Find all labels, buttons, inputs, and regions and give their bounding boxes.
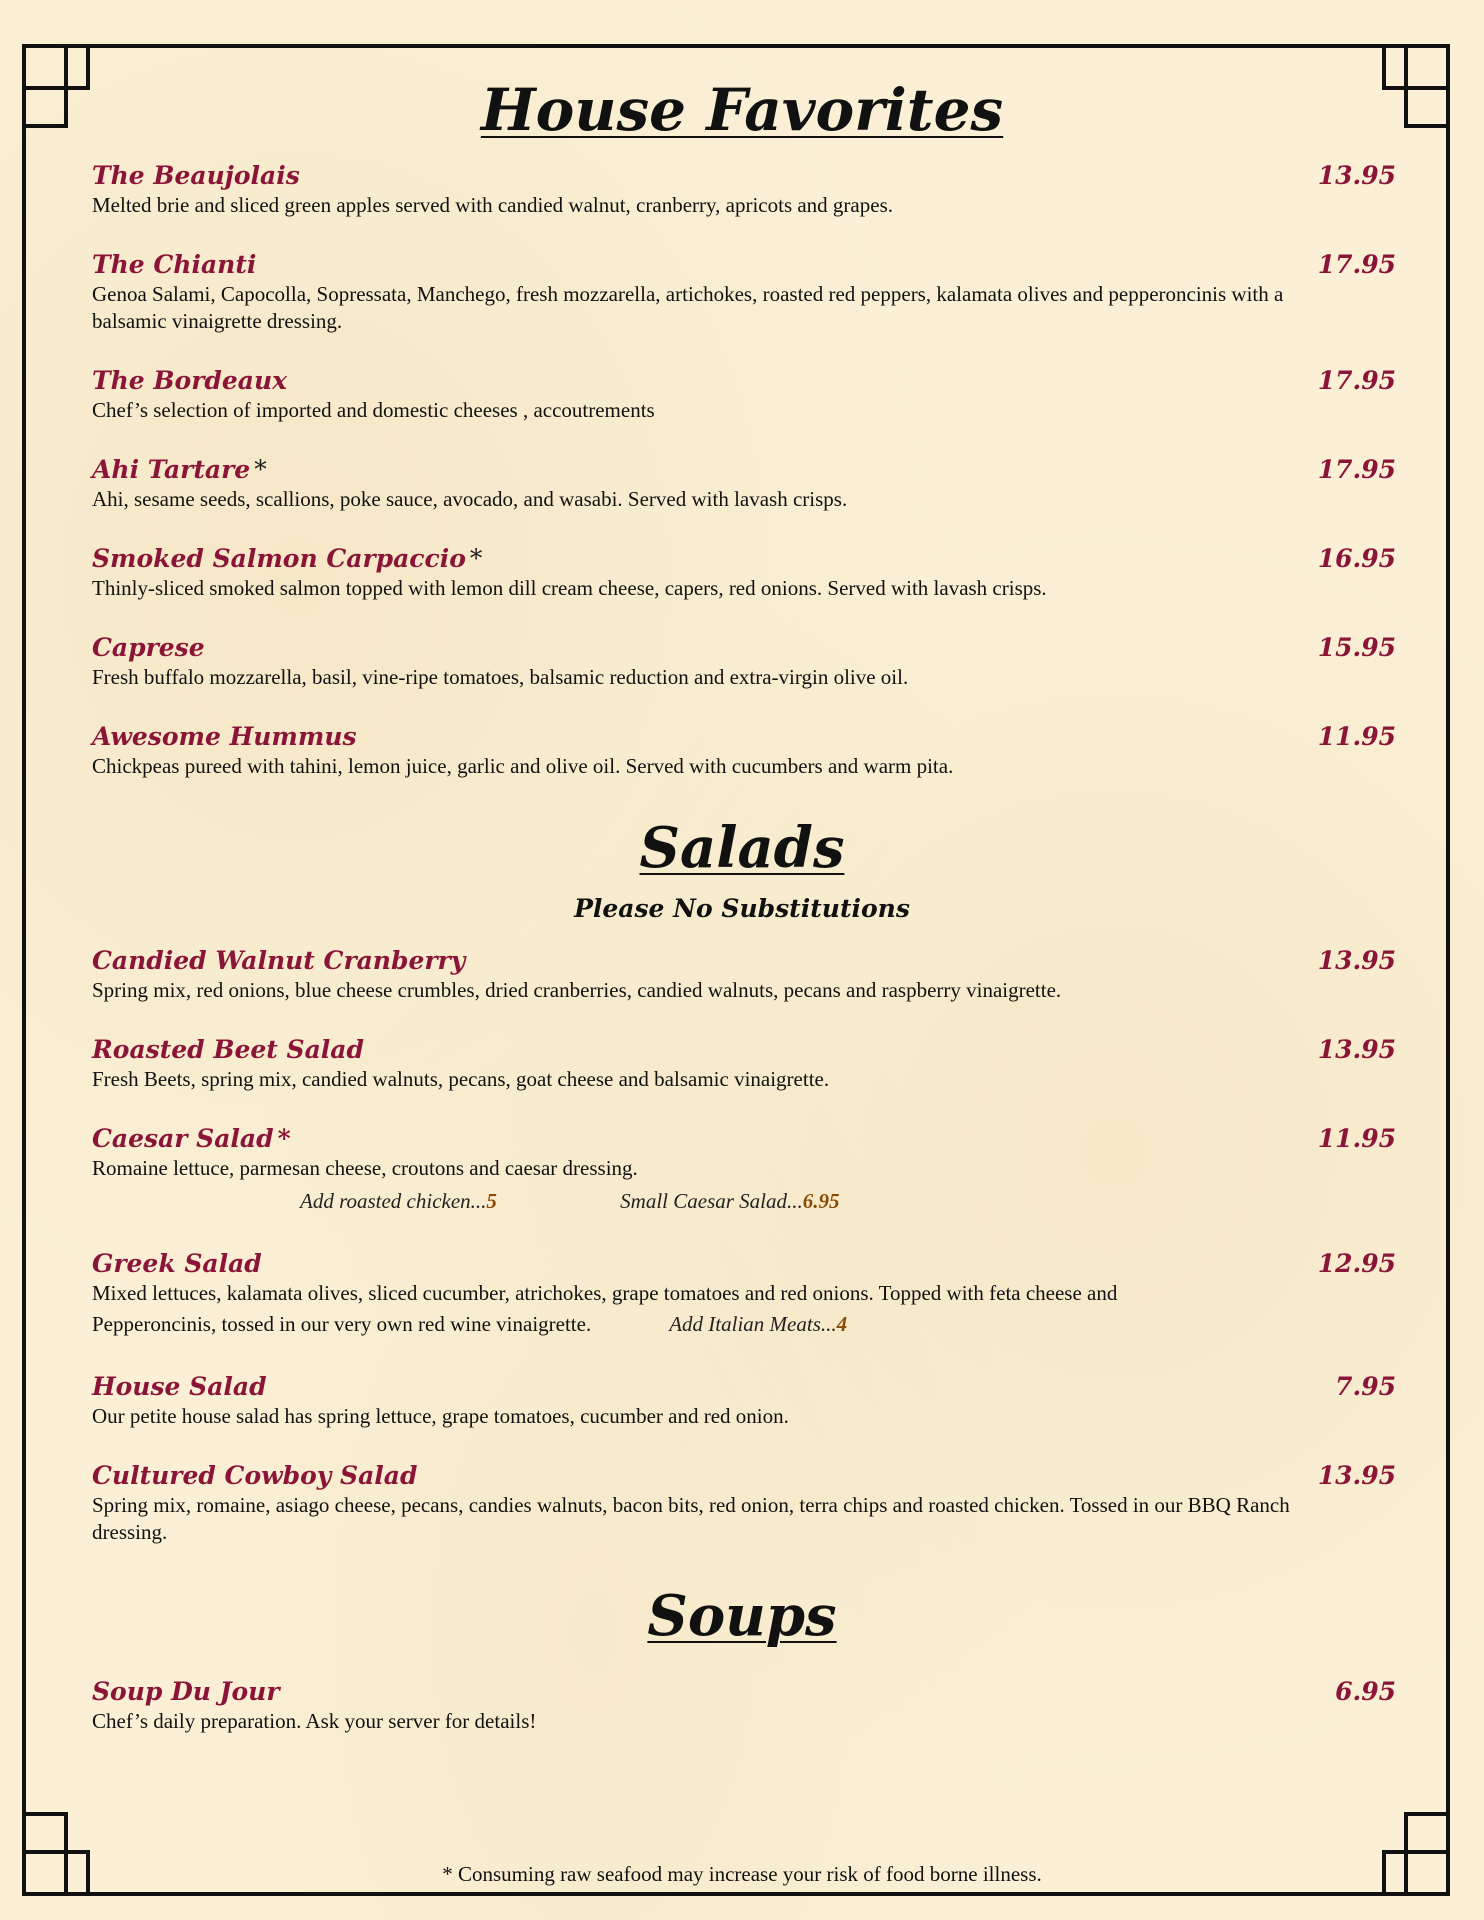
item-description: Fresh buffalo mozzarella, basil, vine-ripe tomatoes, balsamic reduction and extra-virgin olive oil. [92, 665, 909, 689]
section-title-soups: Soups [647, 1583, 837, 1649]
addon-row [92, 1184, 1392, 1218]
item-description: Chef’s selection of imported and domestic cheeses , accoutrements [92, 398, 655, 422]
menu-item [92, 160, 1396, 219]
menu-item [92, 454, 1396, 513]
item-price: 13.95 [1317, 1461, 1396, 1490]
menu-item [92, 632, 1396, 691]
section-title-house-favorites: House Favorites [480, 76, 1004, 144]
item-description: Fresh Beets, spring mix, candied walnuts, pecans, goat cheese and balsamic vinaigrette. [92, 1067, 830, 1091]
item-name: Awesome Hummus [92, 722, 357, 751]
menu-item [92, 1676, 1396, 1735]
item-name: Candied Walnut Cranberry [92, 946, 466, 975]
item-description: Romaine lettuce, parmesan cheese, croutons and caesar dressing. [92, 1156, 638, 1180]
item-name: The Beaujolais [92, 161, 300, 190]
menu-item [92, 1034, 1396, 1093]
item-name: House Salad [92, 1372, 267, 1401]
menu-item [92, 945, 1396, 1004]
item-price: 13.95 [1317, 1035, 1396, 1064]
addon-option [620, 1184, 839, 1218]
item-price: 17.95 [1317, 250, 1396, 279]
item-description-text: Pepperoncinis, tossed in our very own red wine vinaigrette. [92, 1312, 592, 1336]
item-description: Genoa Salami, Capocolla, Sopressata, Manchego, fresh mozzarella, artichokes, roasted red peppers, kalamata olives and pepperoncinis with a balsamic vinaigrette dressing. [92, 282, 1284, 333]
menu-item [92, 365, 1396, 424]
addon-price: 6.95 [802, 1189, 840, 1213]
item-name: The Bordeaux [92, 366, 288, 395]
item-name: Caprese [92, 633, 205, 662]
item-price: 17.95 [1317, 366, 1396, 395]
item-price: 13.95 [1317, 946, 1396, 975]
item-price: 16.95 [1317, 544, 1396, 573]
item-name: Ahi Tartare [92, 455, 251, 484]
salads-subtitle: Please No Substitutions [574, 894, 910, 923]
addon-price: 5 [486, 1189, 497, 1213]
item-description-line: Mixed lettuces, kalamata olives, sliced cucumber, atrichokes, grape tomatoes and red onions. Topped with feta cheese and [92, 1281, 1118, 1305]
item-price: 6.95 [1335, 1677, 1396, 1706]
item-name: Greek Salad [92, 1249, 262, 1278]
item-name: The Chianti [92, 250, 257, 279]
item-description: Spring mix, romaine, asiago cheese, pecans, candies walnuts, bacon bits, red onion, terra chips and roasted chicken. Tossed in our BBQ Ranch dressing. [92, 1493, 1290, 1544]
addon-option [669, 1312, 847, 1336]
menu-item [92, 543, 1396, 602]
item-name: Smoked Salmon Carpaccio [92, 544, 466, 573]
item-description: Melted brie and sliced green apples served with candied walnut, cranberry, apricots and grapes. [92, 193, 893, 217]
raw-seafood-asterisk: * [254, 455, 267, 484]
menu-item [92, 1123, 1396, 1218]
menu-content [92, 70, 1396, 1765]
item-description: Spring mix, red onions, blue cheese crumbles, dried cranberries, candied walnuts, pecans and raspberry vinaigrette. [92, 978, 1062, 1002]
item-price: 15.95 [1317, 633, 1396, 662]
menu-item [92, 721, 1396, 780]
item-price: 12.95 [1317, 1249, 1396, 1278]
item-description: Our petite house salad has spring lettuce, grape tomatoes, cucumber and red onion. [92, 1404, 789, 1428]
item-description: Chef’s daily preparation. Ask your server for details! [92, 1709, 537, 1733]
raw-seafood-asterisk: * [277, 1124, 291, 1153]
item-description-line [92, 1307, 1392, 1341]
addon-option [300, 1184, 497, 1218]
item-description: Thinly-sliced smoked salmon topped with lemon dill cream cheese, capers, red onions. Served with lavash crisps. [92, 576, 1047, 600]
section-title-salads: Salads [639, 815, 845, 881]
item-price: 7.95 [1335, 1372, 1396, 1401]
item-price: 11.95 [1317, 722, 1396, 751]
house-favorites-list [92, 160, 1396, 780]
item-description: Chickpeas pureed with tahini, lemon juice, garlic and olive oil. Served with cucumbers and warm pita. [92, 754, 954, 778]
menu-item [92, 249, 1396, 335]
addon-text: Add roasted chicken... [300, 1189, 487, 1213]
item-name: Roasted Beet Salad [92, 1035, 364, 1064]
addon-text: Small Caesar Salad... [620, 1189, 803, 1213]
item-name: Caesar Salad [92, 1124, 274, 1153]
raw-seafood-footnote: * Consuming raw seafood may increase your risk of food borne illness. [442, 1862, 1042, 1886]
raw-seafood-asterisk: * [469, 544, 483, 573]
item-description: Ahi, sesame seeds, scallions, poke sauce, avocado, and wasabi. Served with lavash crisps. [92, 487, 848, 511]
item-name: Soup Du Jour [92, 1677, 280, 1706]
menu-item [92, 1248, 1396, 1341]
menu-item [92, 1460, 1396, 1546]
addon-price: 4 [836, 1312, 848, 1336]
menu-item [92, 1371, 1396, 1430]
item-name: Cultured Cowboy Salad [92, 1461, 418, 1490]
soups-list [92, 1676, 1396, 1735]
item-price: 11.95 [1317, 1124, 1396, 1153]
item-price: 17.95 [1317, 455, 1396, 484]
corner-ornament-top-left [22, 44, 102, 128]
addon-text: Add Italian Meats... [669, 1312, 837, 1336]
item-price: 13.95 [1317, 161, 1396, 190]
salads-list [92, 945, 1396, 1546]
